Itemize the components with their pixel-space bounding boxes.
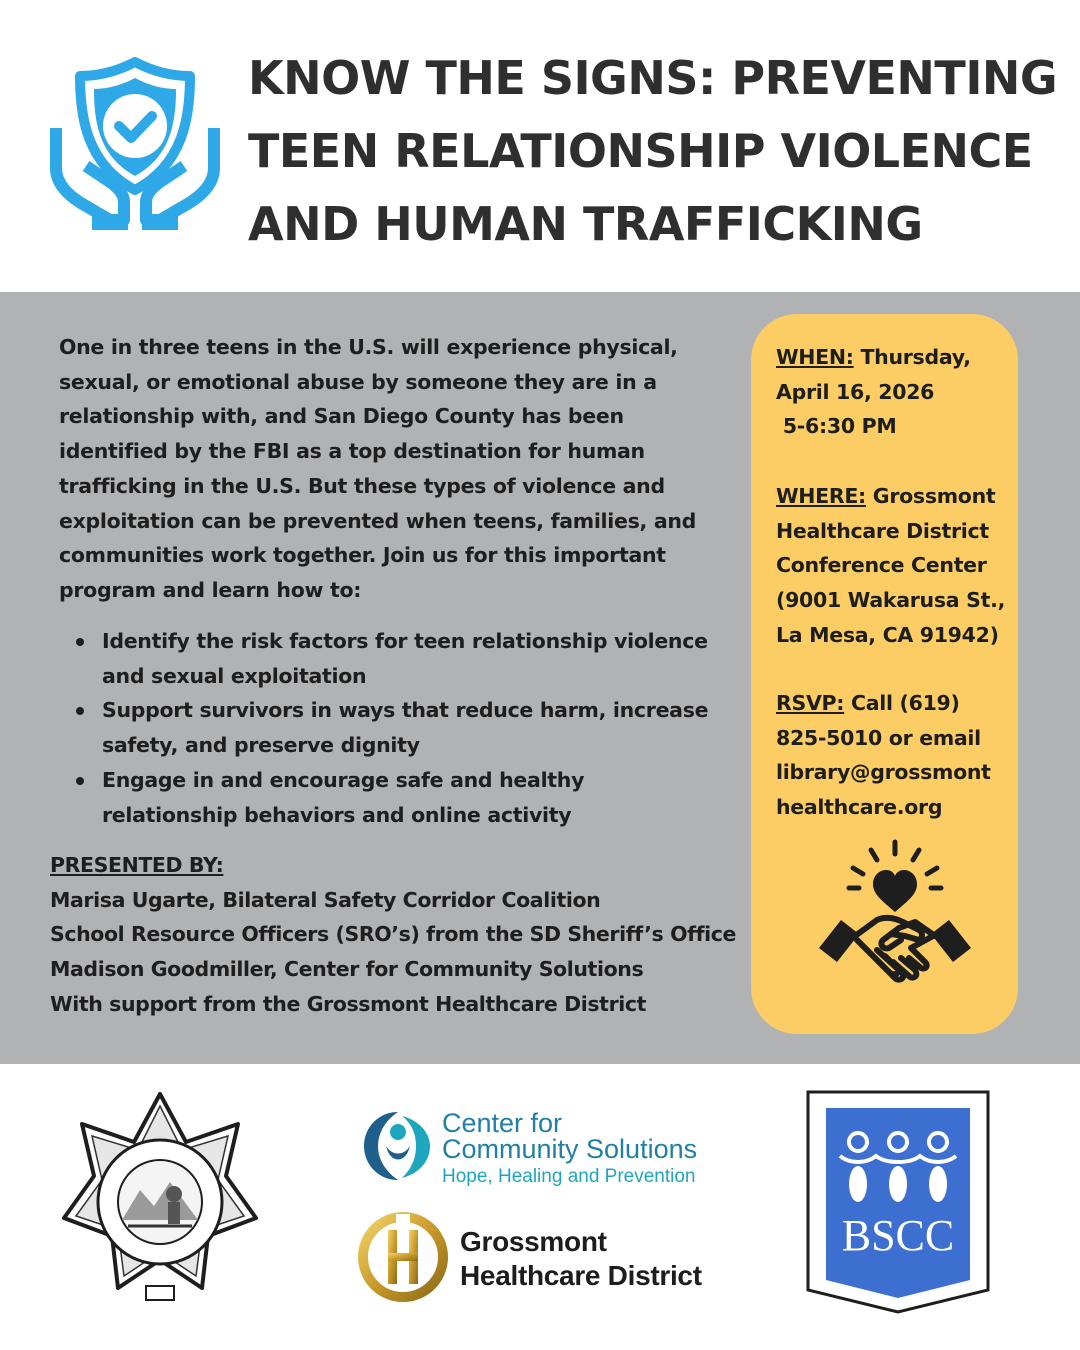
intro-line: relationship with, and San Diego County has been — [59, 404, 624, 429]
event-details-panel — [0, 292, 1080, 1064]
ghd-name-line: Grossmont — [460, 1226, 607, 1257]
where-line: Healthcare District — [776, 518, 989, 543]
ghd-name-line: Healthcare District — [460, 1260, 702, 1291]
presented-by-heading: PRESENTED BY: — [50, 853, 224, 877]
presenter-line: With support from the Grossmont Healthcare District — [50, 991, 647, 1016]
when-date: April 16, 2026 — [776, 379, 935, 404]
list-item — [59, 763, 749, 832]
list-item-line: safety, and preserve dignity — [102, 733, 420, 758]
header — [0, 0, 1080, 292]
where-label: WHERE: — [776, 484, 866, 508]
ccs-name-line: Center for — [442, 1108, 563, 1138]
bscc-logo — [806, 1090, 990, 1314]
intro-paragraph — [59, 330, 739, 608]
rsvp-label: RSVP: — [776, 691, 845, 715]
intro-line: trafficking in the U.S. But these types of violence and — [59, 473, 665, 498]
intro-line: exploitation can be prevented when teens, families, and — [59, 508, 697, 533]
intro-line: communities work together. Join us for this important — [59, 543, 666, 568]
ghd-logo — [358, 1212, 738, 1302]
shield-check-hands-icon — [46, 56, 224, 232]
where-line: Conference Center — [776, 553, 987, 578]
where-value: Grossmont — [865, 484, 996, 508]
intro-line: identified by the FBI as a top destination for human — [59, 439, 645, 464]
intro-line: One in three teens in the U.S. will experience physical, — [59, 335, 678, 359]
ccs-logo — [358, 1106, 738, 1196]
ccs-name-line: Community Solutions — [442, 1134, 698, 1164]
handshake-heart-icon — [815, 836, 975, 996]
when-block — [776, 340, 1016, 444]
where-line: (9001 Wakarusa St., — [776, 588, 1006, 613]
bscc-text: BSCC — [841, 1211, 955, 1260]
rsvp-value: Call (619) — [844, 691, 960, 715]
presenter-line: School Resource Officers (SRO’s) from the SD Sheriff’s Office — [50, 922, 737, 947]
when-value: Thursday, — [853, 345, 971, 369]
presenter-line: Marisa Ugarte, Bilateral Safety Corridor Coalition — [50, 887, 601, 912]
list-item-line: Identify the risk factors for teen relationship violence — [102, 629, 708, 653]
ghd-h-emblem-icon — [358, 1212, 448, 1302]
page-title — [248, 42, 1058, 261]
presenters-section — [50, 848, 770, 1022]
learning-goals-list — [59, 624, 749, 832]
presenter-line: Madison Goodmiller, Center for Community Solutions — [50, 957, 644, 982]
ccs-swirl-icon — [358, 1106, 438, 1186]
list-item-line: relationship behaviors and online activity — [102, 802, 572, 827]
sponsor-logos — [0, 1064, 1080, 1350]
where-block — [776, 479, 1016, 653]
rsvp-email[interactable]: healthcare.org — [776, 795, 943, 820]
where-line: La Mesa, CA 91942) — [776, 622, 999, 647]
title-line: KNOW THE SIGNS: PREVENTING — [248, 51, 1058, 105]
list-item-line: Support survivors in ways that reduce harm, increase — [102, 698, 709, 723]
rsvp-line: 825-5010 or email — [776, 725, 981, 750]
list-item-line: Engage in and encourage safe and healthy — [102, 767, 585, 792]
title-line: AND HUMAN TRAFFICKING — [248, 197, 923, 251]
when-time: 5-6:30 PM — [776, 414, 897, 439]
title-line: TEEN RELATIONSHIP VIOLENCE — [248, 124, 1033, 178]
list-item-line: and sexual exploitation — [102, 663, 367, 688]
sheriff-star-badge-icon — [62, 1090, 258, 1324]
intro-line: sexual, or emotional abuse by someone they are in a — [59, 369, 657, 394]
list-item — [59, 693, 749, 762]
rsvp-email[interactable]: library@grossmont — [776, 760, 991, 785]
when-label: WHEN: — [776, 345, 854, 369]
rsvp-block — [776, 686, 1016, 825]
list-item — [59, 624, 749, 693]
ccs-tagline: Hope, Healing and Prevention — [442, 1166, 696, 1187]
intro-line: program and learn how to: — [59, 577, 362, 602]
event-info-card — [751, 314, 1018, 1034]
